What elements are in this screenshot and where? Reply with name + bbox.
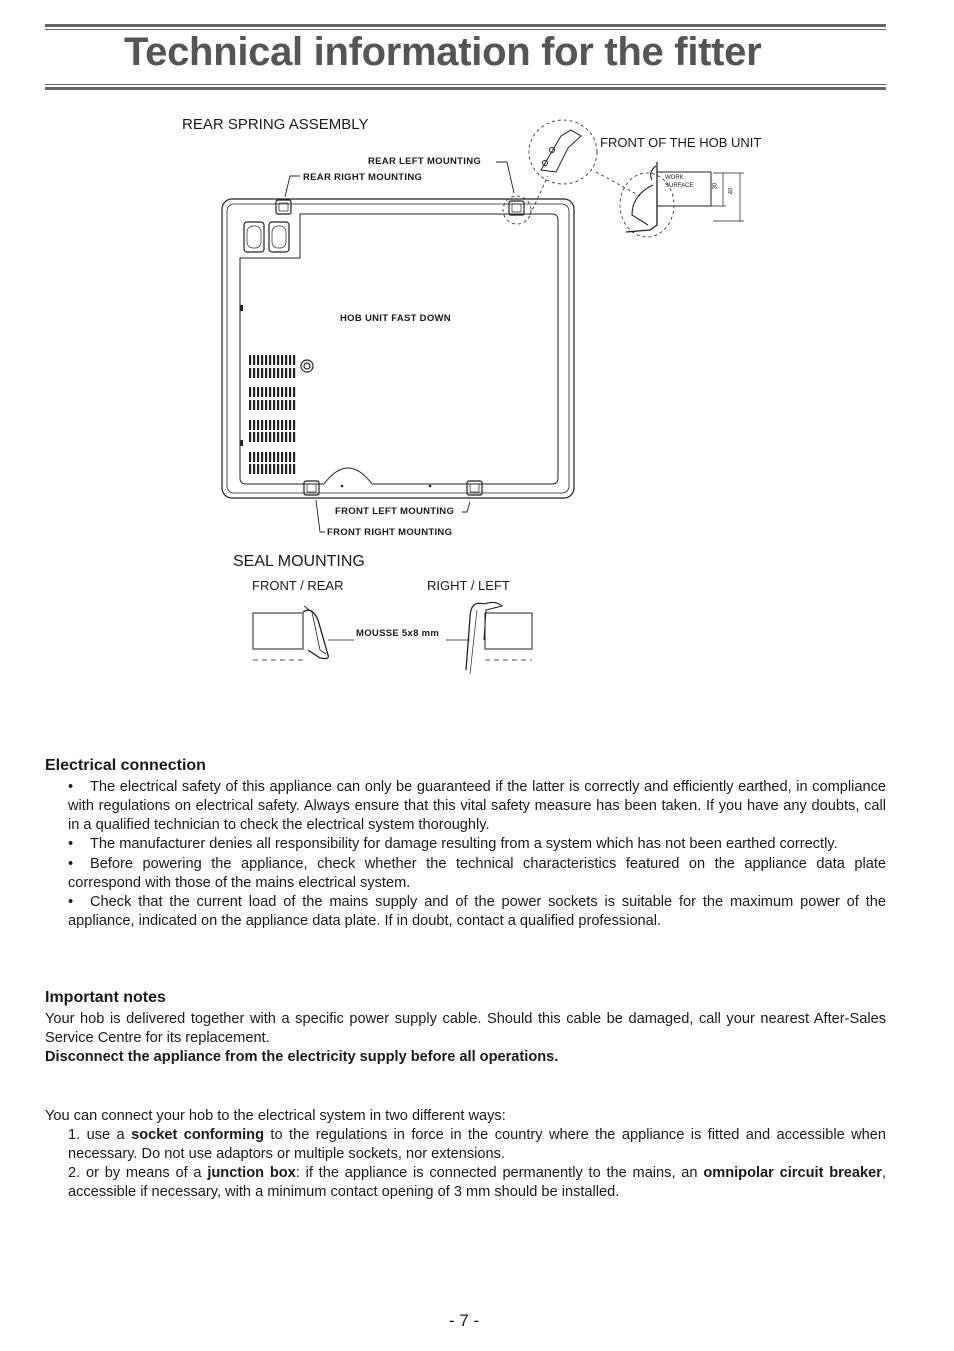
seal-mounting-label: SEAL MOUNTING <box>233 553 365 570</box>
electrical-bullet-4-text: Check that the current load of the mains supply and of the power sockets is suitable for the maximum power of the appliance, indicated on the appliance data plate. If in doubt, contact a qualified professional. <box>68 894 886 929</box>
front-left-mounting-label: FRONT LEFT MOUNTING <box>335 506 455 517</box>
front-of-hob-unit-label: FRONT OF THE HOB UNIT <box>600 135 762 150</box>
notes-warning: Disconnect the appliance from the electricity supply before all operations. <box>45 1049 559 1065</box>
rear-left-mounting-label: REAR LEFT MOUNTING <box>368 156 482 167</box>
rear-right-mounting-label: REAR RIGHT MOUNTING <box>303 172 423 183</box>
surface-label: SURFACE <box>665 183 694 189</box>
item2-pre: 2. or by means of a <box>68 1165 208 1181</box>
rear-spring-assembly-label: REAR SPRING ASSEMBLY <box>182 116 369 133</box>
connection-item-1 <box>68 1126 886 1164</box>
item1-pre: 1. use a <box>68 1127 132 1143</box>
front-right-mounting-label: FRONT RIGHT MOUNTING <box>327 527 453 538</box>
electrical-bullet-2: • The manufacturer denies all responsibility for damage resulting from a system which has not been earthed correctly. <box>68 836 838 852</box>
item2-post: , accessible if necessary, with a minimum contact opening of 3 mm should be installed. <box>68 1165 886 1200</box>
important-notes-text <box>45 1010 886 1067</box>
electrical-bullet-3-text: Before powering the appliance, check whether the technical characteristics featured on the appliance data plate correspond with those of the mains electrical system. <box>68 856 886 891</box>
item2-bold2: omnipolar circuit breaker <box>703 1165 882 1181</box>
dim-30-label: 30 <box>712 182 719 190</box>
item1-bold: socket conforming <box>131 1127 265 1143</box>
connection-intro: You can connect your hob to the electrical system in two different ways: <box>45 1108 506 1124</box>
electrical-bullet-3: • Before powering the appliance, check whether the technical characteristics featured on the appliance data plate correspond with those of the mains electrical system. <box>68 856 886 891</box>
connection-item-2 <box>68 1164 886 1202</box>
page-title: Technical information for the fitter <box>124 30 762 74</box>
electrical-bullet-1: • The electrical safety of this appliance can only be guaranteed if the latter is correctly and efficiently earthed, in compliance with regulations on electrical safety. Always ensure that this vital safety measure has been taken. If you have any doubts, call in a qualified technician to check the electrical system thoroughly. <box>68 779 886 833</box>
work-label: WORK <box>665 175 684 181</box>
item1-post: to the regulations in force in the country where the appliance is fitted and accessible when necessary. Do not use adaptors or multiple sockets, nor extensions. <box>68 1127 886 1162</box>
electrical-connection-heading: Electrical connection <box>45 757 206 774</box>
item2-bold1: junction box <box>207 1165 296 1181</box>
mousse-label: MOUSSE 5x8 mm <box>356 628 440 639</box>
notes-paragraph: Your hob is delivered together with a specific power supply cable. Should this cable be damaged, call your nearest After-Sales Service Centre for its replacement. <box>45 1011 886 1046</box>
item2-mid: : if the appliance is connected permanently to the mains, an <box>295 1165 704 1181</box>
electrical-bullet-1-text: The electrical safety of this appliance can only be guaranteed if the latter is correctly and efficiently earthed, in compliance with regulations on electrical safety. Always ensure that this vital safety measure has been taken. If you have any doubts, call in a qualified technician to check the electrical system thoroughly. <box>68 779 886 833</box>
front-rear-label: FRONT / REAR <box>252 578 344 593</box>
hob-unit-fast-down-label: HOB UNIT FAST DOWN <box>340 313 451 324</box>
important-notes-heading: Important notes <box>45 989 166 1006</box>
dim-40-label: 40 <box>728 187 735 195</box>
right-left-label: RIGHT / LEFT <box>427 578 510 593</box>
electrical-bullet-4: • Check that the current load of the mains supply and of the power sockets is suitable for the maximum power of the appliance, indicated on the appliance data plate. If in doubt, contact a qualified professional. <box>68 894 886 929</box>
page-number: - 7 - <box>449 1311 480 1330</box>
electrical-bullet-2-text: The manufacturer denies all responsibility for damage resulting from a system which has not been earthed correctly. <box>90 836 838 852</box>
